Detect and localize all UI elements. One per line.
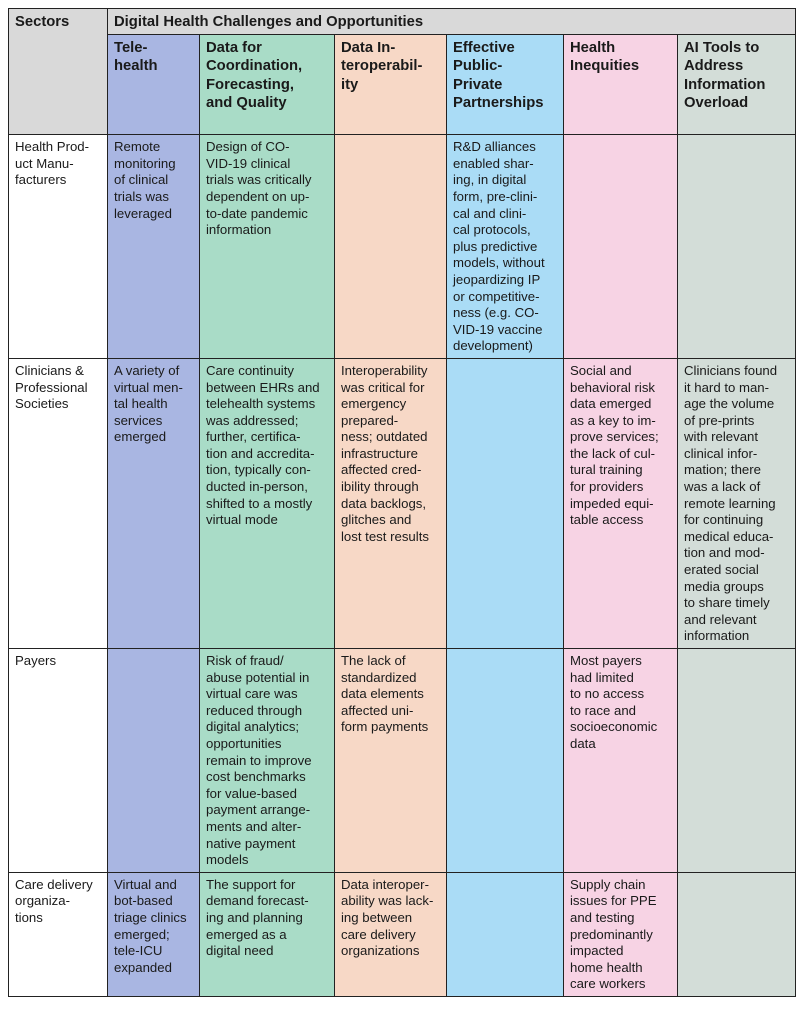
sector-cell [9,872,108,996]
cell-text: Social and behavioral risk data emerged as a key to im- prove services; the lack of cul- tural training for providers impeded equi- table access [570,362,659,528]
col-header-label: Health Inequities [570,40,640,75]
cell-text: The lack of standardized data elements affected uni- form payments [341,653,429,735]
table-cell [447,358,564,648]
table-cell [200,649,335,873]
col-header-label: Data In- teroperabil- ity [341,40,423,93]
cell-text: R&D alliances enabled shar- ing, in digital form, pre-clini- cal and clini- cal protocols, plus predictive models, without jeopardizing IP or competitive- ness (e.g. CO- VID-19 vaccine development) [453,139,545,354]
table-cell [678,872,796,996]
cell-text: Care continuity between EHRs and telehealth systems was addressed; further, certifica- tion and accredita- tion, typically con- ducted in-person, shifted to a mostly virtual mode [206,362,320,528]
col-header-label: Data for Coordination, Forecasting, and Quality [206,40,303,111]
table-cell [108,872,200,996]
table-cell [335,872,447,996]
table-cell [564,135,678,359]
cell-text: The support for demand forecast- ing and planning emerged as a digital need [206,876,309,959]
table-row [9,135,796,359]
col-header-label: AI Tools to Address Information Overload [684,40,766,111]
cell-text: Remote monitoring of clinical trials was leveraged [114,139,176,221]
col-header-telehealth [108,35,200,135]
sector-label: Health Prod- uct Manu- facturers [15,139,90,188]
sector-cell [9,358,108,648]
cell-text: Clinicians found it hard to man- age the volume of pre-prints with relevant clinical infor- mation; there was a lack of remote learning for continuing medical educa- tion and mod- erated social media groups to share timely and relevant information [684,362,778,644]
table-cell [678,358,796,648]
col-header-inequities [564,35,678,135]
cell-text: Virtual and bot-based triage clinics emerged; tele-ICU expanded [114,876,187,975]
table-cell [335,649,447,873]
group-header-label: Digital Health Challenges and Opportunities [114,14,424,30]
cell-text: A variety of virtual men- tal health services emerged [114,362,183,445]
sector-label: Clinicians & Professional Societies [15,362,88,412]
sector-label: Care delivery organiza- tions [15,876,93,925]
col-header-partnerships [447,35,564,135]
table-cell [678,135,796,359]
col-header-interoperability [335,35,447,135]
table-cell [447,649,564,873]
table-cell [335,135,447,359]
table-cell [108,358,200,648]
cell-text: Supply chain issues for PPE and testing predominantly impacted home health care workers [570,876,657,992]
table-cell [335,358,447,648]
table-cell [200,872,335,996]
table-row [9,649,796,873]
table-cell [200,135,335,359]
table-cell [564,358,678,648]
table-cell [200,358,335,648]
table-cell [108,135,200,359]
table-cell [678,649,796,873]
table-cell [564,872,678,996]
table-row [9,358,796,648]
sector-label: Payers [15,653,57,669]
col-header-label: Tele- health [114,40,158,75]
sectors-header [9,9,108,135]
cell-text: Design of CO- VID-19 clinical trials was critically dependent on up- to-date pandemic information [206,139,312,238]
table-cell [564,649,678,873]
group-header [108,9,796,35]
col-header-ai-tools [678,35,796,135]
table-cell [447,872,564,996]
cell-text: Most payers had limited to no access to race and socioeconomic data [570,653,658,751]
challenges-table [8,8,796,997]
table-row [9,872,796,996]
sector-cell [9,135,108,359]
cell-text: Risk of fraud/ abuse potential in virtual care was reduced through digital analytics; opportunities remain to improve cost benchmarks for value-based payment arrange- ments and alter- native payment models [206,653,312,868]
col-header-data-coordination [200,35,335,135]
cell-text: Data interoper- ability was lack- ing between care delivery organizations [341,876,434,959]
cell-text: Interoperability was critical for emergency prepared- ness; outdated infrastructure affected cred- ibility through data backlogs, glitches and lost test results [341,362,429,544]
table-cell [447,135,564,359]
table-cell [108,649,200,873]
sector-cell [9,649,108,873]
col-header-label: Effective Public- Private Partnerships [453,40,544,111]
sectors-header-label: Sectors [15,14,70,30]
